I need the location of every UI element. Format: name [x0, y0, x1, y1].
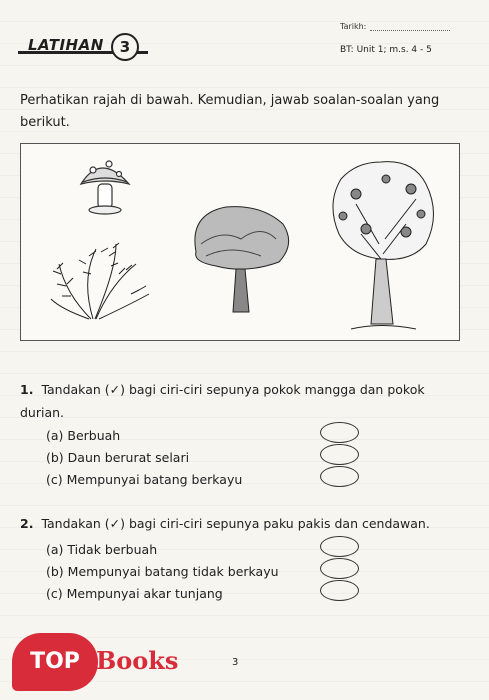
question-2-text: Tandakan (✓) bagi ciri-ciri sepunya paku pakis dan cendawan. — [41, 516, 430, 531]
topbooks-logo: TOP — [12, 633, 98, 691]
textbook-reference: BT: Unit 1; m.s. 4 - 5 — [340, 45, 432, 55]
exercise-title: LATIHAN — [28, 36, 104, 54]
date-label: Tarikh: — [340, 22, 367, 31]
q1-option-a: (a) Berbuah — [46, 428, 121, 443]
question-1 — [20, 378, 465, 424]
exercise-number: 3 — [111, 33, 139, 61]
q2-option-b: (b) Mempunyai batang tidak berkayu — [46, 564, 279, 579]
page-number: 3 — [232, 657, 239, 668]
question-2 — [20, 516, 465, 531]
q2-answer-oval-c[interactable] — [320, 580, 359, 601]
q1-option-c: (c) Mempunyai batang berkayu — [46, 472, 243, 487]
q2-option-a: (a) Tidak berbuah — [46, 542, 158, 557]
question-1-number: 1. — [20, 382, 34, 397]
q2-answer-oval-b[interactable] — [320, 558, 359, 579]
q2-answer-oval-a[interactable] — [320, 536, 359, 557]
mango-tree-illustration — [195, 207, 289, 312]
fern-illustration — [51, 243, 149, 319]
mushroom-illustration — [81, 161, 129, 214]
instructions: Perhatikan rajah di bawah. Kemudian, jawab soalan-soalan yang berikut. — [20, 93, 440, 130]
date-line — [370, 30, 450, 31]
date-field — [340, 22, 450, 31]
q2-option-c: (c) Mempunyai akar tunjang — [46, 586, 223, 601]
q1-answer-oval-c[interactable] — [320, 466, 359, 487]
durian-tree-illustration — [333, 162, 434, 329]
q1-answer-oval-a[interactable] — [320, 422, 359, 443]
plant-illustrations — [20, 143, 460, 341]
topbooks-logo-text: Books — [96, 646, 179, 675]
q1-answer-oval-b[interactable] — [320, 444, 359, 465]
q1-option-b: (b) Daun berurat selari — [46, 450, 190, 465]
question-1-text: Tandakan (✓) bagi ciri-ciri sepunya pokok mangga dan pokok durian. — [20, 382, 425, 420]
question-2-number: 2. — [20, 516, 34, 531]
